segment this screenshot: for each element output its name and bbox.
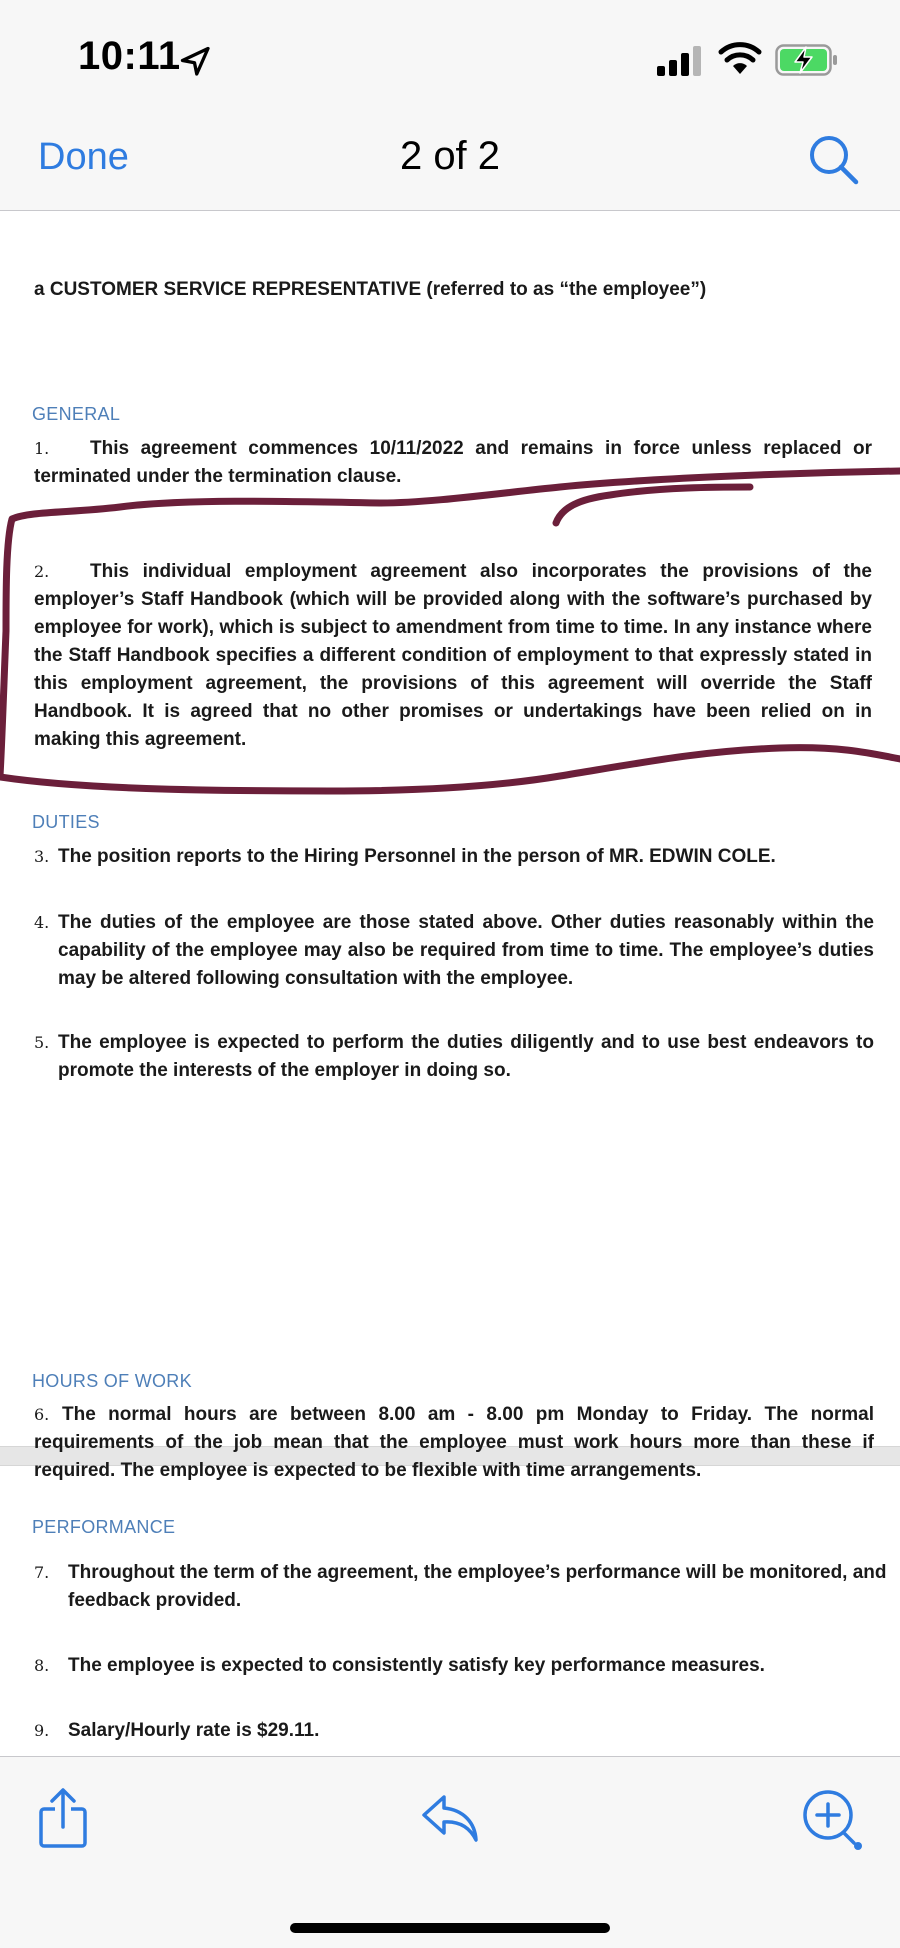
bottom-toolbar bbox=[0, 1756, 900, 1948]
clause-number: 3. bbox=[34, 847, 50, 866]
clause-7 bbox=[34, 1559, 890, 1615]
clause-text: Salary/Hourly rate is $29.11. bbox=[68, 1720, 320, 1741]
clause-number: 4. bbox=[34, 913, 50, 932]
heading-performance: PERFORMANCE bbox=[32, 1517, 176, 1537]
clause-text: Throughout the term of the agreement, the employee’s performance will be monitored, and feedback provided. bbox=[68, 1562, 887, 1611]
done-button[interactable]: Done bbox=[38, 136, 129, 178]
home-indicator bbox=[290, 1923, 610, 1933]
intro-line: a CUSTOMER SERVICE REPRESENTATIVE (referred to as “the employee”) bbox=[34, 279, 707, 300]
clause-6 bbox=[34, 1401, 874, 1485]
clause-number: 6. bbox=[34, 1405, 50, 1424]
markup-icon[interactable] bbox=[800, 1787, 864, 1851]
cellular-signal-icon bbox=[657, 46, 705, 76]
clause-text: The position reports to the Hiring Personnel in the person of MR. EDWIN COLE. bbox=[58, 846, 776, 867]
clause-number: 1. bbox=[34, 439, 50, 458]
clause-4 bbox=[34, 909, 874, 993]
clause-number: 9. bbox=[34, 1721, 50, 1740]
clause-text: The employee is expected to consistently satisfy key performance measures. bbox=[68, 1655, 765, 1676]
clause-number: 8. bbox=[34, 1656, 50, 1675]
clause-text: The duties of the employee are those stated above. Other duties reasonably within the capability of the employee may also be required from time to time. The employee’s duties may be altered following consultation with the employee. bbox=[58, 912, 874, 989]
clause-text: The employee is expected to perform the duties diligently and to use best endeavors to promote the interests of the employer in doing so. bbox=[58, 1032, 874, 1081]
share-icon[interactable] bbox=[38, 1787, 88, 1849]
clause-9 bbox=[34, 1717, 874, 1745]
clause-1 bbox=[34, 435, 872, 491]
search-icon[interactable] bbox=[806, 132, 860, 186]
clause-3 bbox=[34, 843, 874, 871]
clause-number: 2. bbox=[34, 562, 50, 581]
clause-2 bbox=[34, 558, 872, 754]
location-arrow-icon bbox=[178, 44, 214, 80]
status-time: 10:11 bbox=[78, 34, 181, 78]
top-bar bbox=[0, 0, 900, 211]
clause-text: The normal hours are between 8.00 am - 8.00 pm Monday to Friday. The normal requirements of the job mean that the employee must work hours more than these if required. The employee is expected to be flexible with time arrangements. bbox=[34, 1404, 874, 1481]
page-indicator: 2 of 2 bbox=[399, 134, 501, 178]
document-view[interactable] bbox=[0, 211, 900, 1756]
clause-8 bbox=[34, 1652, 874, 1680]
heading-duties: DUTIES bbox=[32, 812, 100, 832]
heading-general: GENERAL bbox=[32, 404, 121, 424]
battery-charging-icon bbox=[775, 44, 839, 76]
clause-number: 5. bbox=[34, 1033, 50, 1052]
reply-icon[interactable] bbox=[420, 1793, 480, 1845]
clause-text: This agreement commences 10/11/2022 and remains in force unless replaced or terminated under the termination clause. bbox=[34, 438, 872, 487]
clause-number: 7. bbox=[34, 1563, 50, 1582]
clause-5 bbox=[34, 1029, 874, 1085]
heading-hours-of-work: HOURS OF WORK bbox=[32, 1371, 192, 1391]
wifi-icon bbox=[718, 42, 762, 76]
clause-text: This individual employment agreement also incorporates the provisions of the employer’s Staff Handbook (which will be provided along with the software’s purchased by employee for work), which is subject to amendment from time to time. In any instance where the Staff Handbook specifies a different condition of employment to that expressly stated in this employment agreement, the provisions of this agreement will override the Staff Handbook. It is agreed that no other promises or undertakings have been relied on in making this agreement. bbox=[34, 561, 872, 750]
